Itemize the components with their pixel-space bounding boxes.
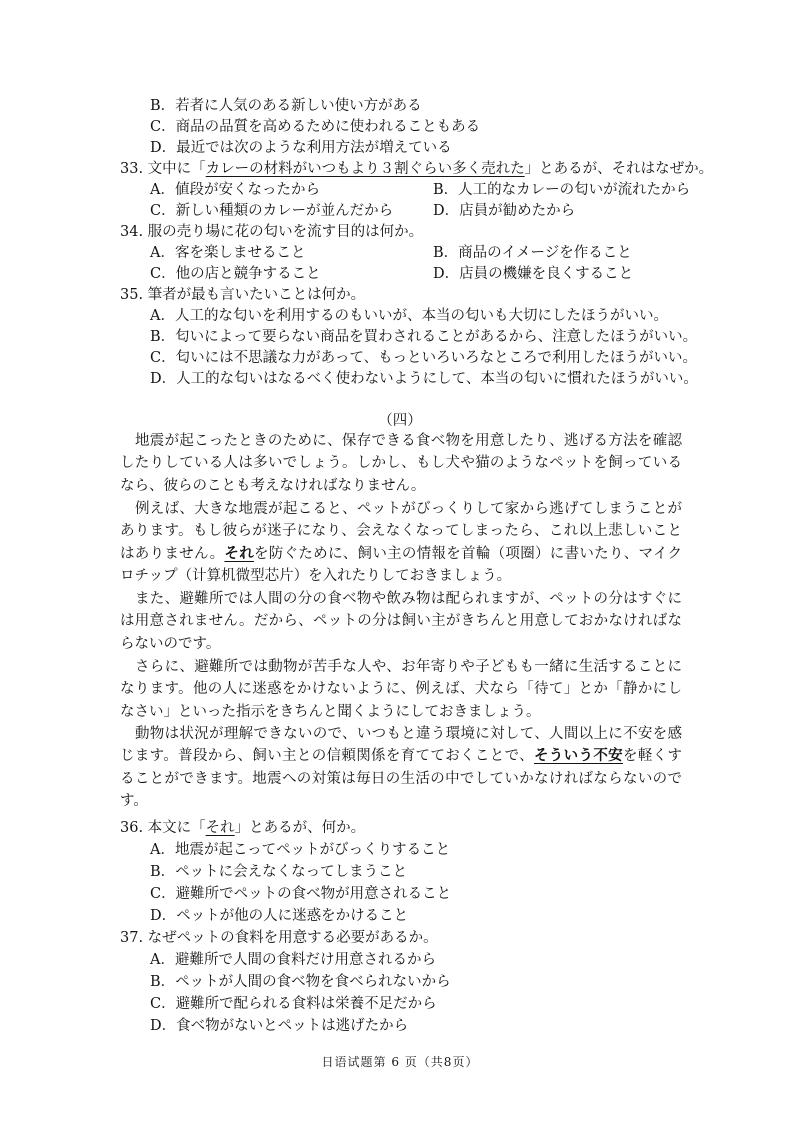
- q33-option-b: B．人工的なカレーの匂いが流れたから: [433, 182, 691, 198]
- q32-option-b: B．若者に人気のある新しい使い方がある: [150, 98, 422, 114]
- q35-option-d: D．人工的な匂いはなるべく使わないようにして、本当の匂いに慣れたほうがいい。: [150, 371, 698, 387]
- q34-option-b: B．商品のイメージを作ること: [433, 245, 632, 261]
- q37-option-d: D．食べ物がないとペットは逃げたから: [150, 1018, 409, 1034]
- q33-option-d: D．店員が勧めたから: [433, 203, 576, 219]
- passage-paragraph-1: 地震が起こったときのために、保存できる食べ物を用意したり、逃げる方法を確認したりしている人は多いでしょう。しかし、もし犬や猫のようなペットを飼っているなら、彼らのことも考えなければなりません。: [120, 433, 682, 494]
- q35-stem: 35. 筆者が最も言いたいことは何か。: [120, 287, 366, 303]
- q36-stem: [120, 818, 365, 839]
- passage-p2-text-a: 例えば、大きな地震が起こると、ペットがびっくりして家から逃げてしまうことがあります。もし彼らが迷子になり、会えなくなってしまったら、これ以上悲しいことはありません。: [120, 501, 682, 562]
- passage-p2-text-b: を防ぐために、飼い主の情報を首輪（项圈）に書いたり、マイクロチップ（计算机微型芯片）を入れたりしておきましょう。: [120, 545, 683, 584]
- q33-option-c: C．新しい種類のカレーが並んだから: [150, 203, 394, 219]
- q34-stem: 34. 服の売り場に花の匂いを流す目的は何か。: [120, 224, 424, 240]
- q32-option-d: D．最近では次のような利用方法が増えている: [150, 140, 452, 156]
- q37-option-c: C．避難所で配られる食料は栄養不足だから: [150, 996, 437, 1012]
- q37-option-a: A．避難所で人間の食料だけ用意されるから: [150, 952, 436, 968]
- passage-underline-souiu-fuan: そういう不安: [533, 747, 623, 765]
- q36-option-a: A．地震が起こってペットがびっくりすること: [150, 842, 451, 858]
- q34-option-a: A．客を楽しませること: [150, 245, 306, 261]
- q33-option-a: A．値段が安くなったから: [150, 182, 320, 198]
- q33-stem: [120, 159, 713, 180]
- page-footer: 日语试题第 6 页（共8页）: [321, 1055, 479, 1069]
- q36-stem-prefix: 36. 本文に「: [120, 820, 206, 836]
- q33-stem-suffix: 」とあるが、それはなぜか。: [524, 161, 714, 177]
- q32-option-c: C．商品の品質を高めるために使われることもある: [150, 119, 481, 135]
- q35-option-a: A．人工的な匂いを利用するのもいいが、本当の匂いも大切にしたほうがいい。: [150, 308, 668, 324]
- q37-stem: 37. なぜペットの食料を用意する必要があるか。: [120, 930, 438, 946]
- passage-paragraph-4: さらに、避難所では動物が苦手な人や、お年寄りや子どもも一緒に生活することになります。他の人に迷惑をかけないように、例えば、犬なら「待て」とか「静かにしなさい」といった指示をきちんと聞くようにしておきましょう。: [120, 659, 682, 720]
- q34-option-d: D．店員の機嫌を良くすること: [433, 266, 634, 282]
- q36-stem-suffix: 」とあるが、何か。: [234, 820, 366, 836]
- q33-stem-prefix: 33. 文中に「: [120, 161, 206, 177]
- passage-paragraph-3: また、避難所では人間の分の食べ物や飲み物は配られますが、ペットの分はすぐには用意されません。だから、ペットの分は飼い主がきちんと用意しておかなければならないのです。: [120, 591, 682, 652]
- q36-option-b: B．ペットに会えなくなってしまうこと: [150, 864, 408, 880]
- q37-option-b: B．ペットが人間の食べ物を食べられないから: [150, 974, 451, 990]
- q36-stem-quote: それ: [205, 820, 235, 836]
- q35-option-b: B．匂いによって要らない商品を買わされることがあるから、注意したほうがいい。: [150, 329, 698, 345]
- passage-paragraph-5: [120, 723, 682, 812]
- passage-p5-text-b: を軽くすることができます。地震への対策は毎日の生活の中でしていかなければならないのです。: [120, 748, 683, 809]
- q36-option-c: C．避難所でペットの食べ物が用意されること: [150, 886, 452, 902]
- q34-option-c: C．他の店と競争すること: [150, 266, 321, 282]
- passage-paragraph-2: [120, 498, 682, 587]
- passage-underline-sore: それ: [224, 544, 254, 562]
- q33-stem-quote: カレーの材料がいつもより３割ぐらい多く売れた: [205, 161, 525, 177]
- section-title: （四）: [378, 413, 422, 429]
- q35-option-c: C．匂いには不思議な力があって、もっといろいろなところで利用したほうがいい。: [150, 350, 698, 366]
- passage-p5-text-a: 動物は状況が理解できないので、いつもと違う環境に対して、人間以上に不安を感じます。普段から、飼い主との信頼関係を育てておくことで、: [120, 726, 682, 765]
- q36-option-d: D．ペットが他の人に迷惑をかけること: [150, 908, 409, 924]
